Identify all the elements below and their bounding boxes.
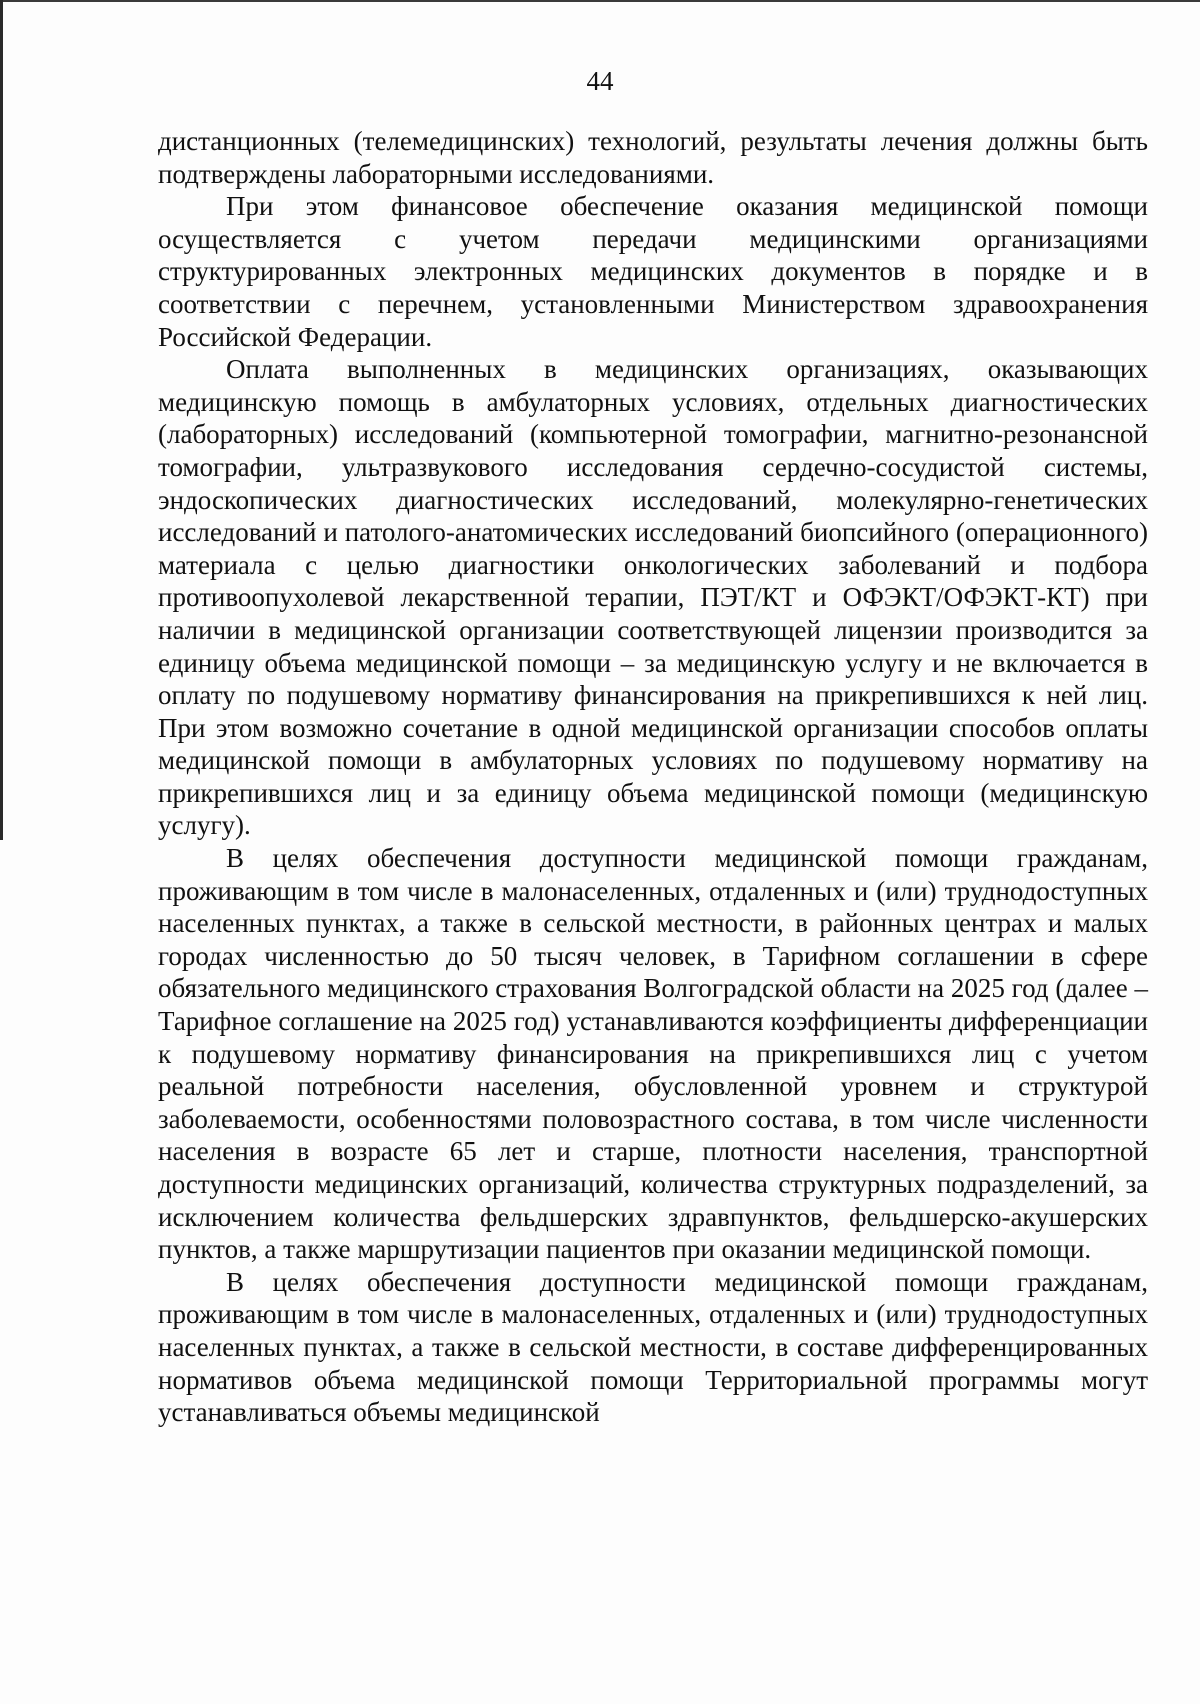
page-number: 44: [586, 66, 614, 96]
paragraph-continuation: дистанционных (телемедицинских) технологий, результаты лечения должны быть подтверждены лабораторными исследованиями.: [158, 126, 1148, 189]
paragraph-payment-diagnostics: Оплата выполненных в медицинских организациях, оказывающих медицинскую помощь в амбулаторных условиях, отдельных диагностических (лабораторных) исследований (компьютерной томографии, магнитно-резонансной томографии, ультразвукового исследования сердечно-сосудистой системы, эндоскопических диагностических исследований, молекулярно-генетических исследований и патолого-анатомических исследований биопсийного (операционного) материала с целью диагностики онкологических заболеваний и подбора противоопухолевой лекарственной терапии, ПЭТ/КТ и ОФЭКТ/ОФЭКТ-КТ) при наличии в медицинской организации соответствующей лицензии производится за единицу объема медицинской помощи – за медицинскую услугу и не включается в оплату по подушевому нормативу финансирования на прикрепившихся к ней лиц. При этом возможно сочетание в одной медицинской организации способов оплаты медицинской помощи в амбулаторных условиях по подушевому нормативу на прикрепившихся лиц и за единицу объема медицинской помощи (медицинскую услугу).: [158, 354, 1148, 841]
paragraph-financing: При этом финансовое обеспечение оказания медицинской помощи осуществляется с учетом передачи медицинскими организациями структурированных электронных медицинских документов в порядке и в соответствии с перечнем, установленными Министерством здравоохранения Российской Федерации.: [158, 191, 1148, 352]
scan-left-edge: [0, 0, 3, 840]
scan-top-edge: [0, 0, 1200, 2]
paragraph-care-volumes: В целях обеспечения доступности медицинской помощи гражданам, проживающим в том числе в малонаселенных, отдаленных и (или) труднодоступных населенных пунктах, а также в сельской местности, в составе дифференцированных нормативов объема медицинской помощи Территориальной программы могут устанавливаться объемы медицинской: [158, 1266, 1148, 1428]
paragraph-differentiation-coefficients: В целях обеспечения доступности медицинской помощи гражданам, проживающим в том числе в малонаселенных, отдаленных и (или) труднодоступных населенных пунктах, а также в сельской местности, в районных центрах и малых городах численностью до 50 тысяч человек, в Тарифном соглашении в сфере обязательного медицинского страхования Волгоградской области на 2025 год (далее – Тарифное соглашение на 2025 год) устанавливаются коэффициенты дифференциации к подушевому нормативу финансирования на прикрепившихся лиц с учетом реальной потребности населения, обусловленной уровнем и структурой заболеваемости, особенностями половозрастного состава, в том числе численности населения в возрасте 65 лет и старше, плотности населения, транспортной доступности медицинских организаций, количества структурных подразделений, за исключением количества фельдшерских здравпунктов, фельдшерско-акушерских пунктов, а также маршрутизации пациентов при оказании медицинской помощи.: [158, 843, 1148, 1265]
document-body: [158, 125, 1148, 1429]
